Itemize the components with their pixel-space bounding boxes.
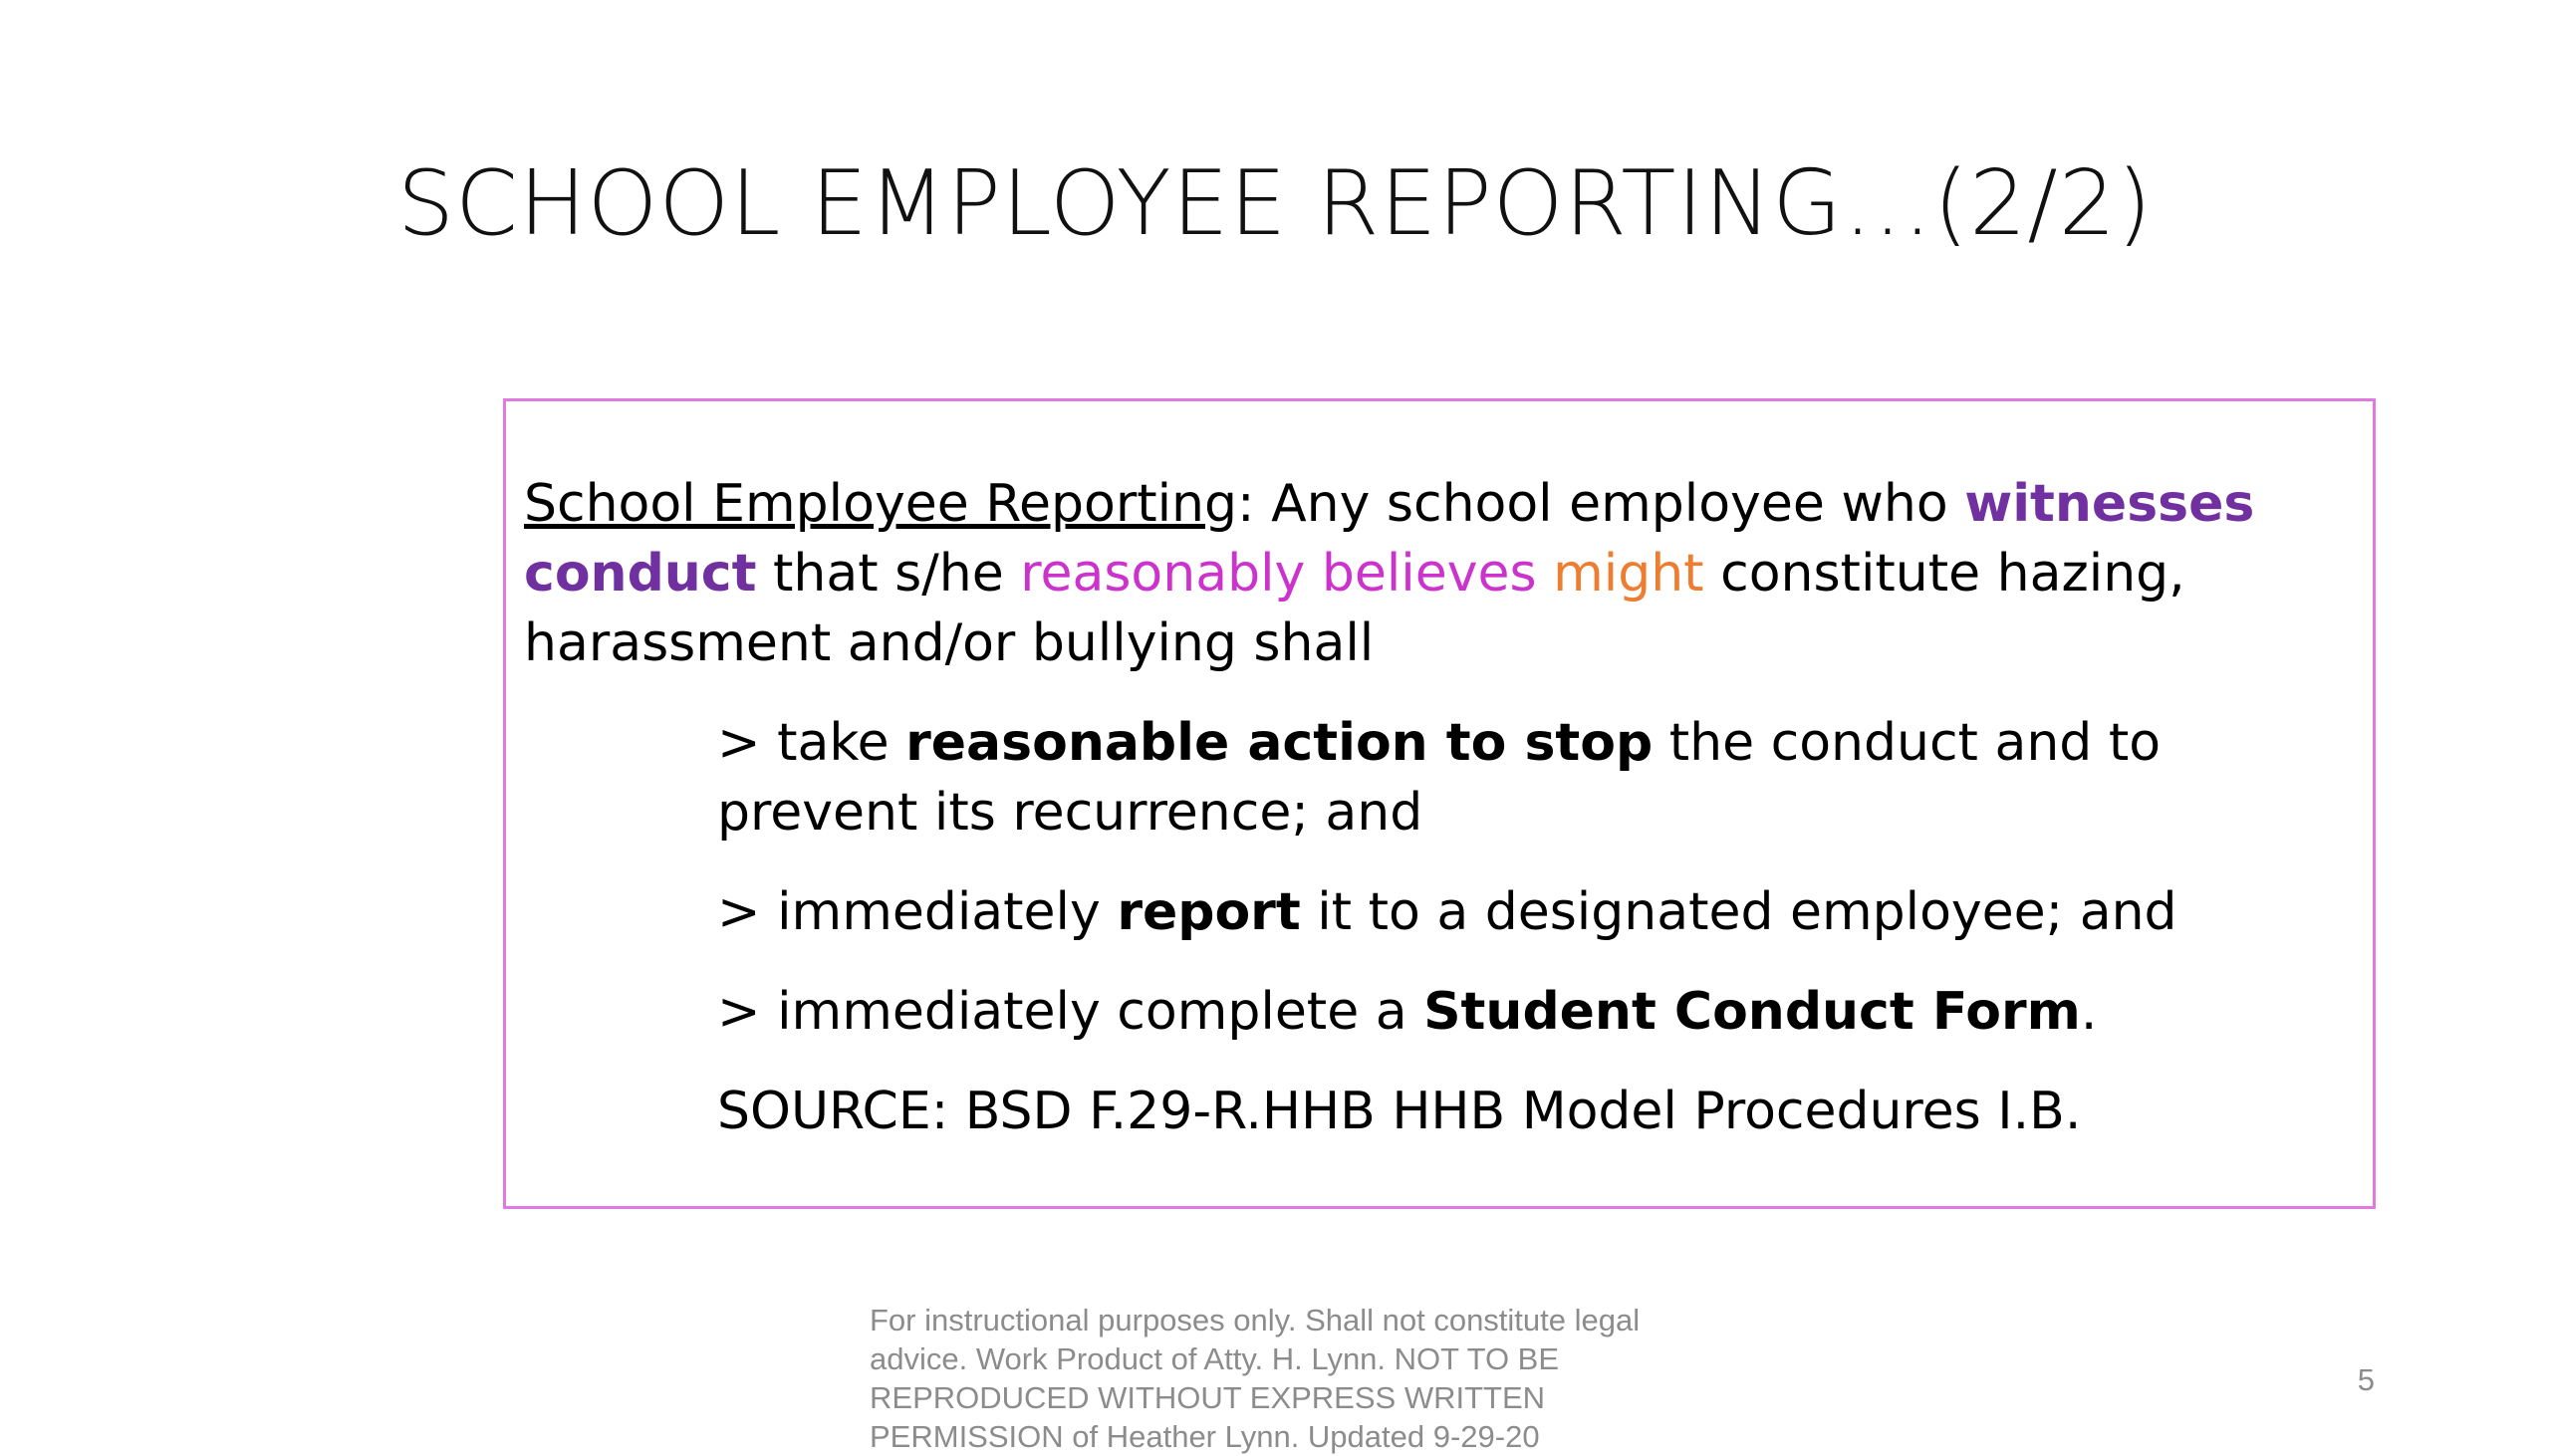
duty-item-prefix: > take: [717, 713, 906, 773]
duty-item-emphasis: reasonable action to stop: [905, 713, 1654, 773]
duty-item-prefix: > immediately: [717, 882, 1118, 942]
duty-item-suffix: it to a designated employee; and: [1300, 882, 2177, 942]
intro-lead-term: School Employee Reporting: [524, 474, 1238, 534]
slide-title: SCHOOL EMPLOYEE REPORTING…(2/2): [396, 151, 2154, 256]
duty-item-suffix: the conduct and to prevent its recurrence; and: [717, 713, 2162, 843]
page-number: 5: [2357, 1362, 2375, 1397]
intro-space: [1537, 544, 1554, 604]
intro-might: might: [1553, 544, 1704, 604]
duty-item-suffix: .: [2080, 982, 2098, 1042]
duty-item-emphasis: Student Conduct Form: [1423, 982, 2081, 1042]
duty-item-prefix: > immediately complete a: [717, 982, 1424, 1042]
duty-item-conduct-form: [717, 977, 2271, 1047]
intro-text-3: constitute hazing, harassment and/or bullying shall: [524, 544, 2185, 673]
intro-reasonably-believes: reasonably believes: [1020, 544, 1537, 604]
intro-witnesses-conduct: witnesses conduct: [524, 474, 2255, 604]
duty-item-stop-conduct: [717, 708, 2271, 848]
intro-text-2: that s/he: [756, 544, 1021, 604]
duty-item-emphasis: report: [1117, 882, 1301, 942]
duty-item-report: [717, 877, 2271, 947]
intro-text-1: : Any school employee who: [1237, 474, 1965, 534]
source-citation: SOURCE: BSD F.29-R.HHB HHB Model Procedures I.B.: [717, 1082, 2082, 1141]
intro-paragraph: [524, 469, 2317, 678]
footer-disclaimer: For instructional purposes only. Shall not constitute legal advice. Work Product of Atty. H. Lynn. NOT TO BE REPRODUCED WITHOUT EXPRESS WRITTEN PERMISSION of Heather Lynn. Updated 9-29-20: [870, 1303, 1641, 1454]
content-box: [503, 398, 2376, 1209]
